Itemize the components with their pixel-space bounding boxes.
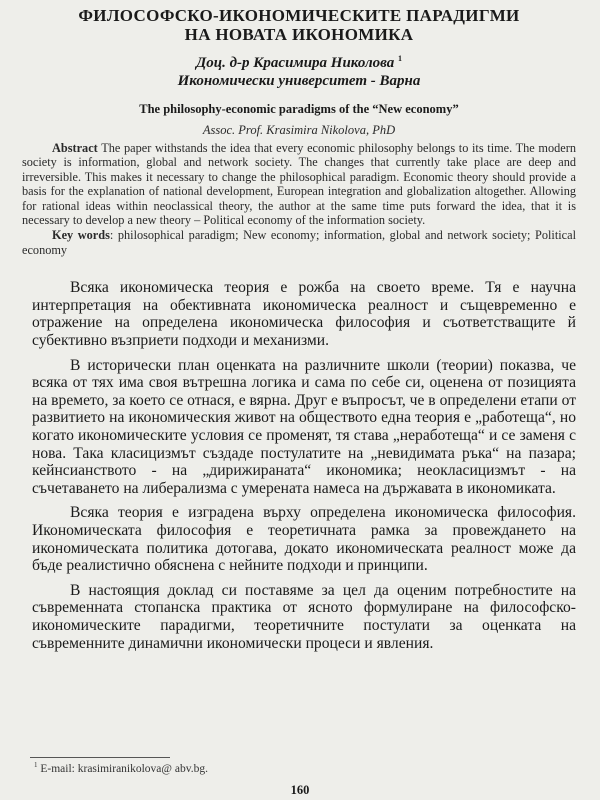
page-number: 160 bbox=[290, 783, 310, 797]
footnote bbox=[34, 761, 208, 775]
footnote-mark: 1 bbox=[34, 761, 38, 769]
footnote-divider bbox=[30, 757, 170, 758]
body-paragraph-2: В исторически план оценката на различните школи (теории) показва, че всяка от тях има своя вътрешна логика и сама по себе си, оценена от позицията на времето, за което се отнася, е вярна. Друг е въпросът, че в определени етапи от развитието на икономическия живот на обществото една теория е „работеща“, но когато икономическите условия се променят, тя става „неработеща“ и се заменя с нова. Така класицизмът създаде постулатите на „невидимата ръка“ на пазара; кейнсианството - на „дирижираната“ икономика; неокласицизмът - на съчетаването на либерализма с умерената намеса на държавата в икономиката. bbox=[32, 356, 577, 497]
body-paragraph-1: Всяка икономическа теория е рожба на своето време. Тя е научна интерпретация на обективната икономическа реалност и същевременно е отражение на определена икономическа философия и съответстващите й субективно възприети подходи и механизми. bbox=[32, 279, 576, 350]
body-paragraph-4: В настоящия доклад си поставяме за цел да оценим потребностите на съвременната стопанска практика от ясното формулиране на философско-икономическите парадигми, теоретичните постулати за оценката на съвременните динамични икономически процеси и явления. bbox=[32, 581, 576, 652]
abstract bbox=[22, 141, 576, 227]
title-line-1: ФИЛОСОФСКО-ИКОНОМИЧЕСКИТЕ ПАРАДИГМИ bbox=[78, 6, 520, 25]
paper-title bbox=[22, 6, 576, 44]
abstract-text: The paper withstands the idea that every economic philosophy belongs to its time. The modern society is information, global and network society. The changes that currently take place are deep and irreversible. This makes it necessary to change the philosophical paradigm. Economic theory should provide a basis for the explanation of national development, European integration and globalization altogether. Allowing for rational ideas within neoclassical theory, the author at the same time puts forward the idea, that it is necessary to develop a new theory – Political economy of the information society. bbox=[22, 141, 576, 228]
english-title: The philosophy-economic paradigms of the “New economy” bbox=[139, 102, 459, 116]
keywords-text: : philosophical paradigm; New economy; information, global and network society; Political economy bbox=[22, 228, 576, 257]
author-name: Доц. д-р Красимира Николова bbox=[195, 55, 395, 71]
keywords bbox=[22, 228, 576, 257]
body-text bbox=[22, 279, 576, 652]
abstract-label: Abstract bbox=[52, 141, 98, 155]
title-line-2: НА НОВАТА ИКОНОМИКА bbox=[184, 25, 414, 44]
keywords-label: Key words bbox=[52, 228, 110, 243]
author-footnote-mark: 1 bbox=[398, 54, 403, 63]
author-line bbox=[22, 50, 576, 72]
affiliation: Икономически университет - Варна bbox=[177, 73, 421, 89]
english-author: Assoc. Prof. Krasimira Nikolova, PhD bbox=[202, 123, 396, 137]
footnote-text: E-mail: krasimiranikolova@ abv.bg. bbox=[37, 762, 208, 775]
body-paragraph-3: Всяка теория е изградена върху определена икономическа философия. Икономическата философия е теоретичната рамка за провеждането на икономическата политика дотогава, докато икономическата реалност може да бъде реалистично обяснена с нейните подходи и принципи. bbox=[32, 504, 576, 575]
